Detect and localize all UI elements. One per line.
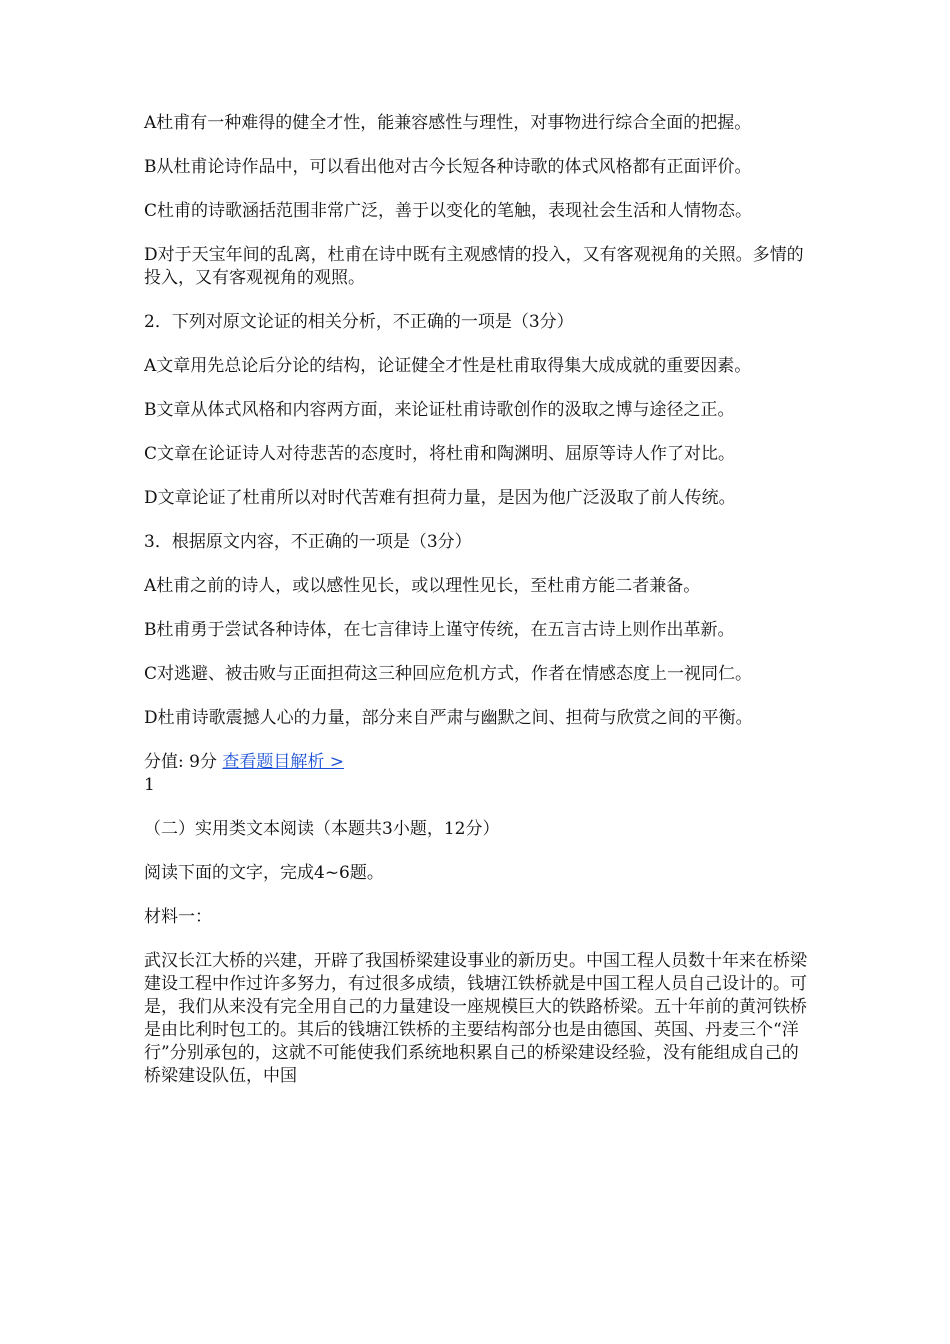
q1-option-d: D对于天宝年间的乱离，杜甫在诗中既有主观感情的投入，又有客观视角的关照。多情的投入，又有客观视角的观照。 (144, 245, 804, 288)
score-label: 分值: 9分 (144, 752, 217, 772)
q1-option-b: B从杜甫论诗作品中，可以看出他对古今长短各种诗歌的体式风格都有正面评价。 (144, 157, 752, 177)
q2-stem: 2．下列对原文论证的相关分析，不正确的一项是（3分） (144, 312, 574, 332)
document-page (144, 112, 808, 1088)
q3-stem: 3．根据原文内容，不正确的一项是（3分） (144, 532, 472, 552)
q3-option-c: C对逃避、被击败与正面担荷这三种回应危机方式，作者在情感态度上一视同仁。 (144, 664, 753, 684)
q3-option-a: A杜甫之前的诗人，或以感性见长，或以理性见长，至杜甫方能二者兼备。 (144, 576, 701, 596)
q3-option-d: D杜甫诗歌震撼人心的力量，部分来自严肃与幽默之间、担荷与欣赏之间的平衡。 (144, 708, 753, 728)
q1-option-a: A杜甫有一种难得的健全才性，能兼容感性与理性，对事物进行综合全面的把握。 (144, 113, 752, 133)
q2-option-b: B文章从体式风格和内容两方面，来论证杜甫诗歌创作的汲取之博与途径之正。 (144, 400, 735, 420)
q3-option-b: B杜甫勇于尝试各种诗体，在七言律诗上谨守传统，在五言古诗上则作出革新。 (144, 620, 735, 640)
q2-option-d: D文章论证了杜甫所以对时代苦难有担荷力量，是因为他广泛汲取了前人传统。 (144, 488, 736, 508)
material-text: 武汉长江大桥的兴建，开辟了我国桥梁建设事业的新历史。中国工程人员数十年来在桥梁建设工程中作过许多努力，有过很多成绩，钱塘江铁桥就是中国工程人员自己设计的。可是，我们从来没有完全用自己的力量建设一座规模巨大的铁路桥梁。五十年前的黄河铁桥是由比利时包工的。其后的钱塘江铁桥的主要结构部分也是由德国、英国、丹麦三个“洋行”分别承包的，这就不可能使我们系统地积累自己的桥梁建设经验，没有能组成自己的桥梁建设队伍，中国 (144, 951, 807, 1086)
material-label: 材料一： (144, 907, 212, 927)
q2-option-c: C文章在论证诗人对待悲苦的态度时，将杜甫和陶渊明、屈原等诗人作了对比。 (144, 444, 736, 464)
section2-instruction: 阅读下面的文字，完成4~6题。 (144, 863, 384, 883)
view-analysis-link[interactable]: 查看题目解析 > (222, 752, 345, 772)
q1-option-c: C杜甫的诗歌涵括范围非常广泛，善于以变化的笔触，表现社会生活和人情物态。 (144, 201, 753, 221)
index-number: 1 (144, 775, 155, 795)
score-line (144, 751, 808, 774)
section2-heading: （二）实用类文本阅读（本题共3小题，12分） (144, 819, 500, 839)
q2-option-a: A文章用先总论后分论的结构，论证健全才性是杜甫取得集大成成就的重要因素。 (144, 356, 752, 376)
